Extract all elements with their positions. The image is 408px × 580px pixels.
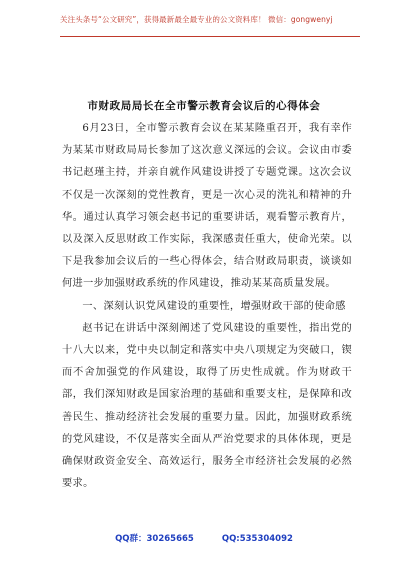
footer-qq-group: QQ群：30265665	[115, 534, 194, 544]
paragraph-intro: 6月23日，全市警示教育会议在某某隆重召开，我有幸作为某某市财政局局长参加了这次意义深远的会议。会议由市委书记赵瑾主持，并亲自就作风建设讲授了专题党课。这次会议不仅是一次深刻的党性教育，更是一次心灵的洗礼和精神的升华。通过认真学习领会赵书记的重要讲话，观看警示教育片，以及深入反思财政工作实际，我深感责任重大，使命光荣。以下是我参加会议后的一些心得体会，结合财政局职责，谈谈如何进一步加强财政系统的作风建设，推动某某高质量发展。	[62, 123, 352, 290]
footer-qq: QQ:535304092	[221, 534, 293, 544]
footer-contact-line	[0, 532, 408, 544]
header-divider	[60, 36, 360, 37]
document-body	[62, 118, 352, 495]
page-header	[0, 0, 408, 52]
section-heading-1: 一、深刻认识党风建设的重要性，增强财政干部的使命感	[82, 300, 346, 312]
document-title: 市财政局局长在全市警示教育会议后的心得体会	[87, 100, 321, 112]
header-promo-text: 关注头条号“公文研究”，获得最新最全最专业的公文资料库！ 微信：gongwenyj	[60, 15, 333, 24]
paragraph-section-1: 赵书记在讲话中深刻阐述了党风建设的重要性，指出党的十八大以来，党中央以制定和落实中央八项规定为突破口，锲而不舍加强党的作风建设，取得了历史性成就。作为财政干部，我们深知财政是国家治理的基础和重要支柱，是保障和改善民生、推动经济社会发展的重要力量。因此，加强财政系统的党风建设，不仅是落实全面从严治党要求的具体体现，更是确保财政资金安全、高效运行，服务全市经济社会发展的必然要求。	[62, 322, 352, 490]
